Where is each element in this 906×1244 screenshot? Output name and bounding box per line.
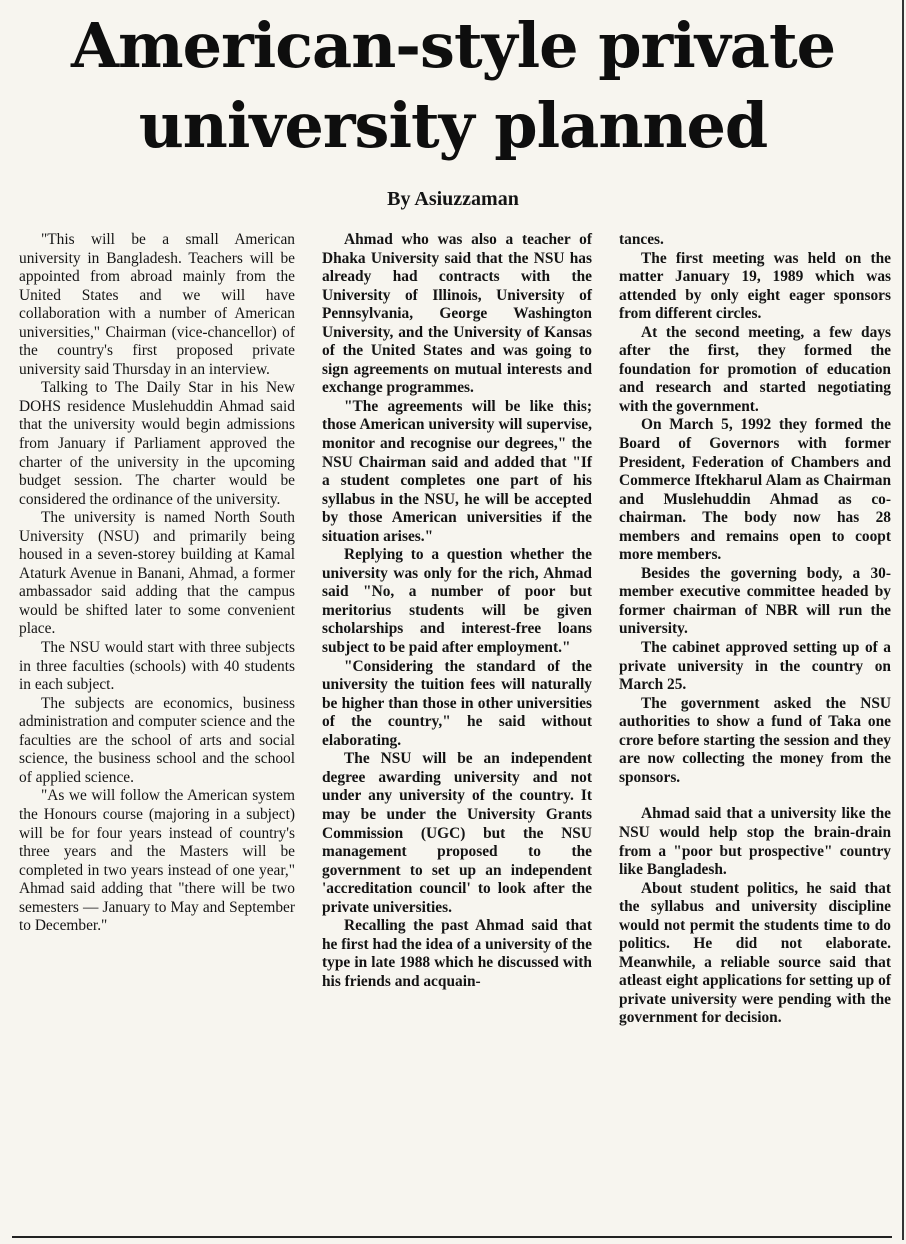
headline: [0, 6, 906, 166]
paragraph: "Considering the standard of the university the tuition fees will naturally be higher than those in other universities of the country," he said without elaborating.: [322, 657, 592, 749]
paragraph-continuation: tances.: [619, 231, 664, 248]
paragraph: The first meeting was held on the matter January 19, 1989 which was attended by only eight eager sponsors from different circles.: [619, 249, 891, 323]
bottom-rule: [12, 1236, 892, 1238]
paragraph: Replying to a question whether the university was only for the rich, Ahmad said "No, a number of poor but meritorius students will be given scholarships and interest-free loans subject to be paid after employment.": [322, 546, 592, 657]
byline: By Asiuzzaman: [387, 188, 519, 210]
article-column-1: [19, 231, 295, 936]
paragraph: The government asked the NSU authorities to show a fund of Taka one crore before starting the session and they are now collecting the money from the sponsors.: [619, 694, 891, 786]
right-rule: [902, 0, 904, 1240]
paragraph: Talking to The Daily Star in his New DOHS residence Muslehuddin Ahmad said that the university would begin admissions from January if Parliament approved the charter of the university in the upcoming budget session. The charter would be considered the ordinance of the university.: [19, 379, 295, 508]
headline-line-1: American-style private: [70, 9, 836, 82]
article-column-3: [619, 231, 891, 1028]
paragraph: The university is named North South University (NSU) and primarily being housed in a seven-storey building at Kamal Ataturk Avenue in Banani, Ahmad, a former ambassador said adding that the campus would be shifted later to some convenient place.: [19, 509, 295, 638]
paragraph: The NSU will be an independent degree awarding university and not under any university of the country. It may be under the University Grants Commission (UGC) but the NSU management proposed to the government to set up an independent 'accreditation council' to look after the private universities.: [322, 750, 592, 916]
paragraph: About student politics, he said that the syllabus and university discipline would not permit the students time to do politics. He did not elaborate. Meanwhile, a reliable source said that atleast eight applications for setting up of private university were pending with the government for decision.: [619, 879, 891, 1027]
paragraph: The subjects are economics, business administration and computer science and the faculties are the school of arts and social science, the business school and the school of applied science.: [19, 694, 295, 786]
headline-line-2: university planned: [138, 89, 768, 162]
paragraph: The cabinet approved setting up of a private university in the country on March 25.: [619, 639, 891, 694]
paragraph: "The agreements will be like this; those American university will supervise, monitor and recognise our degrees," the NSU Chairman said and added that "If a student completes one part of his syllabus in the NSU, he will be accepted by those American universities if the situation arises.": [322, 397, 592, 545]
paragraph: On March 5, 1992 they formed the Board of Governors with former President, Federation of Chambers and Commerce Iftekharul Alam as Chairman and Muslehuddin Ahmad as co-chairman. The body now has 28 members and remains open to coopt more members.: [619, 416, 891, 564]
article-column-2: [322, 231, 592, 991]
paragraph: Ahmad said that a university like the NSU would help stop the brain-drain from a "poor but prospective" country like Bangladesh.: [619, 805, 891, 879]
paragraph: At the second meeting, a few days after the first, they formed the foundation for promotion of education and research and started negotiating with the government.: [619, 323, 891, 415]
paragraph-gap: [619, 787, 891, 805]
paragraph: The NSU would start with three subjects in three faculties (schools) with 40 students in each subject.: [19, 639, 295, 694]
paragraph: "This will be a small American university in Bangladesh. Teachers will be appointed from abroad mainly from the United States and we will have collaboration with a number of American universities," Chairman (vice-chancellor) of the country's first proposed private university said Thursday in an interview.: [19, 231, 295, 378]
paragraph: "As we will follow the American system the Honours course (majoring in a subject) will be for four years instead of country's three years and the Masters will be completed in two years instead of one year," Ahmad said adding that "there will be two semesters — January to May and September to December.": [19, 787, 295, 935]
paragraph: Ahmad who was also a teacher of Dhaka University said that the NSU has already had contracts with the University of Illinois, University of Pennsylvania, George Washington University, and the University of Kansas of the United States and was going to sign agreements on mutual interests and exchange programmes.: [322, 231, 592, 397]
paragraph: Recalling the past Ahmad said that he first had the idea of a university of the type in late 1988 which he discussed with his friends and acquain-: [322, 917, 592, 990]
paragraph: Besides the governing body, a 30-member executive committee headed by former chairman of NBR will run the university.: [619, 564, 891, 638]
